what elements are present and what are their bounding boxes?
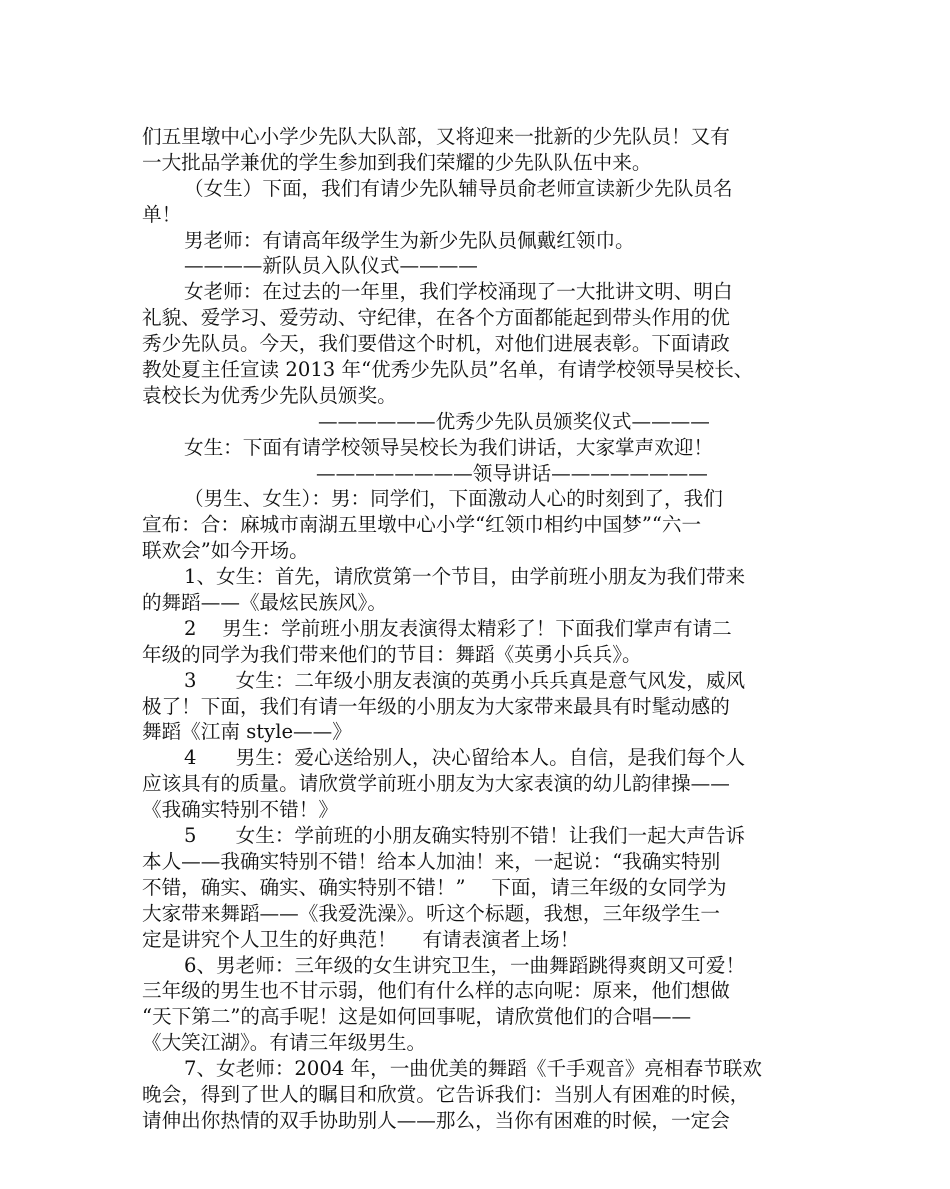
text-line: 年级的同学为我们带来他们的节目：舞蹈《英勇小兵兵》。	[142, 642, 642, 666]
text-line: 三年级的男生也不甘示弱，他们有什么样的志向呢：原来，他们想做	[142, 979, 730, 1003]
section-divider-heading: ————新队员入队仪式————	[184, 254, 478, 278]
section-divider-heading: ——————优秀少先队员颁奖仪式————	[318, 409, 710, 433]
text-line: 教处夏主任宣读 2013 年“优秀少先队员”名单，有请学校领导吴校长、	[142, 358, 754, 382]
text-line: 联欢会”如今开场。	[142, 539, 309, 563]
text-line: 一大批品学兼优的学生参加到我们荣耀的少先队队伍中来。	[142, 150, 652, 174]
text-line: 7、女老师：2004 年，一曲优美的舞蹈《千手观音》亮相春节联欢	[184, 1057, 762, 1081]
text-line: 晚会，得到了世人的瞩目和欣赏。它告诉我们：当别人有困难的时候，	[142, 1082, 750, 1106]
text-line: 4 男生：爱心送给别人，决心留给本人。自信，是我们每个人	[184, 746, 746, 770]
text-line: 《大笑江湖》。有请三年级男生。	[142, 1031, 427, 1055]
text-line: 《我确实特别不错！》	[142, 798, 338, 822]
text-line: 男老师：有请高年级学生为新少先队员佩戴红领巾。	[184, 228, 635, 252]
document-body	[142, 124, 816, 1134]
section-divider-heading: ————————领导讲话————————	[316, 461, 708, 485]
text-line: 请伸出你热情的双手协助别人——那么，当你有困难的时候，一定会	[142, 1108, 730, 1132]
text-line: 1、女生：首先，请欣赏第一个节目，由学前班小朋友为我们带来	[184, 565, 746, 589]
text-line: 秀少先队员。今天，我们要借这个时机，对他们进展表彰。下面请政	[142, 332, 730, 356]
text-line: 2 男生：学前班小朋友表演得太精彩了！下面我们掌声有请二	[184, 616, 732, 640]
text-line: 女老师：在过去的一年里，我们学校涌现了一大批讲文明、明白	[184, 280, 733, 304]
text-line: 5 女生：学前班的小朋友确实特别不错！让我们一起大声告诉	[184, 824, 746, 848]
text-line: （女生）下面，我们有请少先队辅导员俞老师宣读新少先队员名	[184, 176, 733, 200]
text-line: 本人——我确实特别不错！给本人加油！来，一起说：“我确实特别	[142, 849, 721, 873]
text-line: 袁校长为优秀少先队员颁奖。	[142, 383, 397, 407]
text-line: 舞蹈《江南 style——》	[142, 720, 352, 744]
text-line: 女生：下面有请学校领导吴校长为我们讲话，大家掌声欢迎！	[184, 435, 714, 459]
text-line: 极了！下面，我们有请一年级的小朋友为大家带来最具有时髦动感的	[142, 694, 730, 718]
text-line: 不错，确实、确实、确实特别不错！” 下面，请三年级的女同学为	[142, 875, 727, 899]
text-line: 6、男老师：三年级的女生讲究卫生，一曲舞蹈跳得爽朗又可爱！	[184, 953, 746, 977]
text-line: 们五里墩中心小学少先队大队部，又将迎来一批新的少先队员！又有	[142, 125, 730, 148]
text-line: “天下第二”的高手呢！这是如何回事呢，请欣赏他们的合唱——	[142, 1005, 692, 1029]
text-line: 的舞蹈——《最炫民族风》。	[142, 591, 387, 615]
text-line: 宣布：合：麻城市南湖五里墩中心小学“红领巾相约中国梦”“六一	[142, 513, 702, 537]
text-line: 大家带来舞蹈——《我爱洗澡》。听这个标题，我想，三年级学生一	[142, 901, 721, 925]
text-line: 礼貌、爱学习、爱劳动、守纪律，在各个方面都能起到带头作用的优	[142, 306, 730, 330]
text-line: 定是讲究个人卫生的好典范！ 有请表演者上场！	[142, 927, 580, 951]
text-line: 单！	[142, 202, 182, 226]
text-line: 应该具有的质量。请欣赏学前班小朋友为大家表演的幼儿韵律操——	[142, 772, 730, 796]
text-line: （男生、女生）：男：同学们，下面激动人心的时刻到了，我们	[184, 487, 723, 511]
text-line: 3 女生：二年级小朋友表演的英勇小兵兵真是意气风发，威风	[184, 668, 746, 692]
